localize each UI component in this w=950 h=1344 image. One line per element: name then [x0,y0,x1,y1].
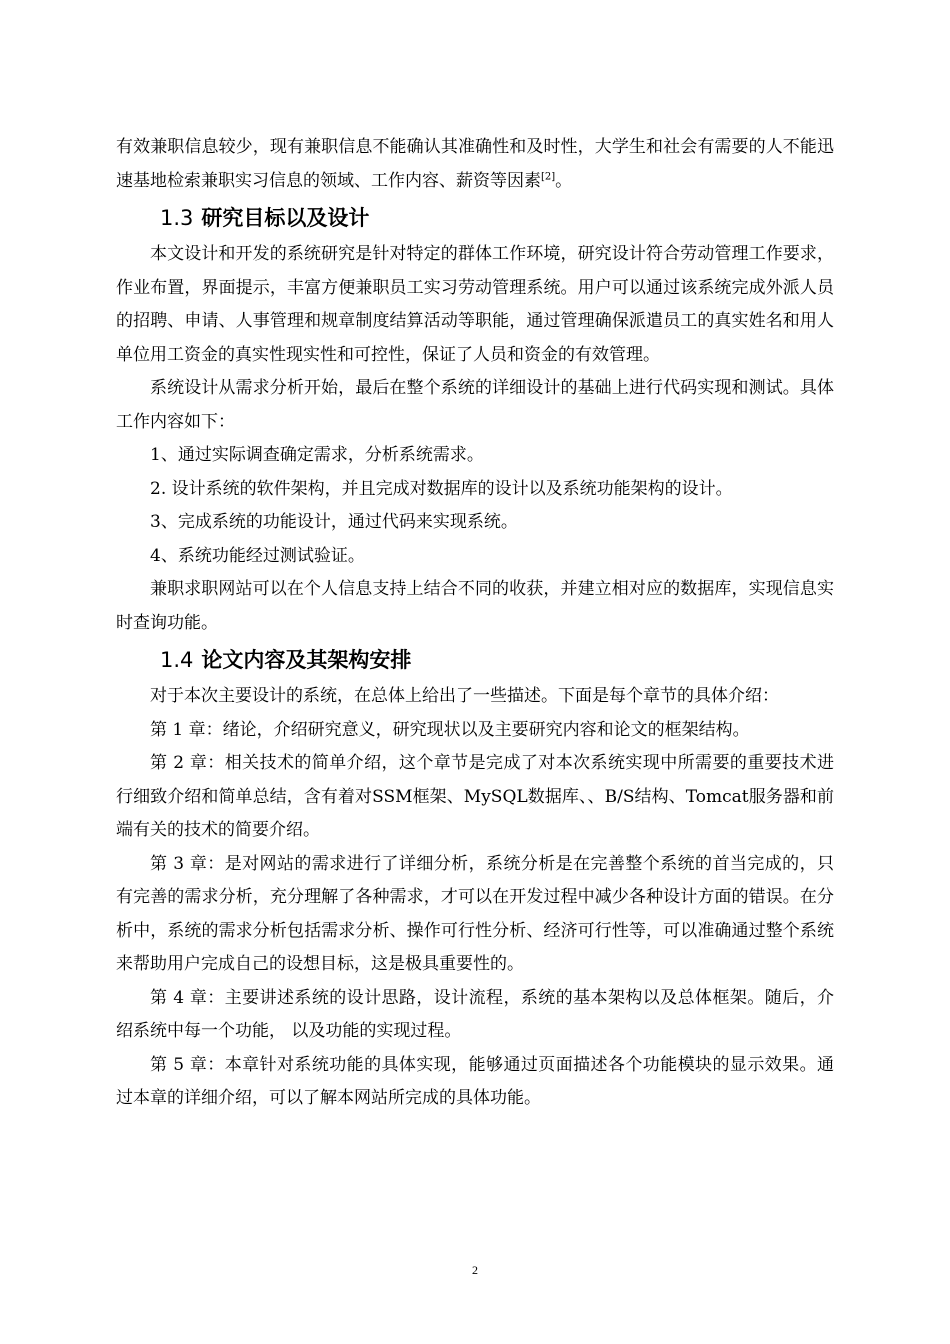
chapter-summary: 第 3 章：是对网站的需求进行了详细分析，系统分析是在完善整个系统的首当完成的，只有完善的需求分析，充分理解了各种需求，才可以在开发过程中减少各种设计方面的错误。在分析中，系统的需求分析包括需求分析、操作可行性分析、经济可行性等，可以准确通过整个系统来帮助用户完成自己的设想目标，这是极具重要性的。 [116,853,834,974]
section-number: 1.4 [160,648,194,672]
page-body [116,131,834,1116]
list-item: 2. 设计系统的软件架构，并且完成对数据库的设计以及系统功能架构的设计。 [150,478,733,499]
page-number: 2 [472,1263,478,1277]
list-item: 4、系统功能经过测试验证。 [150,545,365,566]
list-item: 1、通过实际调查确定需求，分析系统需求。 [150,445,484,465]
section-title: 研究目标以及设计 [201,206,370,230]
list-item: 3、完成系统的功能设计，通过代码来实现系统。 [150,512,518,532]
chapter-summary: 第 2 章：相关技术的简单介绍，这个章节是完成了对本次系统实现中所需要的重要技术进行细致介绍和简单总结，含有着对SSM框架、MySQL数据库、、B/S结构、Tomcat服务器和前端有关的技术的简要介绍。 [116,753,834,840]
intro-text: 有效兼职信息较少，现有兼职信息不能确认其准确性和及时性，大学生和社会有需要的人不能迅速基地检索兼职实习信息的领域、工作内容、薪资等因素 [116,137,834,191]
section-heading-1-4 [160,640,834,680]
intro-paragraph [116,131,834,198]
chapter-summary: 第 4 章：主要讲述系统的设计思路，设计流程，系统的基本架构以及总体框架。随后，介绍系统中每一个功能， 以及功能的实现过程。 [116,987,834,1041]
paragraph: 对于本次主要设计的系统，在总体上给出了一些描述。下面是每个章节的具体介绍： [150,686,779,706]
section-title: 论文内容及其架构安排 [201,648,412,672]
chapter-summary: 第 1 章：绪论，介绍研究意义，研究现状以及主要研究内容和论文的框架结构。 [150,719,750,740]
section-heading-1-3 [160,198,834,238]
section-number: 1.3 [160,206,194,230]
paragraph: 系统设计从需求分析开始，最后在整个系统的详细设计的基础上进行代码实现和测试。具体工作内容如下： [116,378,834,432]
chapter-summary: 第 5 章：本章针对系统功能的具体实现，能够通过页面描述各个功能模块的显示效果。通过本章的详细介绍，可以了解本网站所完成的具体功能。 [116,1054,834,1108]
intro-tail: 。 [555,170,573,191]
citation-marker: [2] [541,170,556,182]
paragraph: 兼职求职网站可以在个人信息支持上结合不同的收获，并建立相对应的数据库，实现信息实时查询功能。 [116,579,834,633]
paragraph: 本文设计和开发的系统研究是针对特定的群体工作环境，研究设计符合劳动管理工作要求，作业布置，界面提示，丰富方便兼职员工实习劳动管理系统。用户可以通过该系统完成外派人员的招聘、申请、人事管理和规章制度结算活动等职能，通过管理确保派遣员工的真实姓名和用人单位用工资金的真实性现实性和可控性，保证了人员和资金的有效管理。 [116,244,834,365]
